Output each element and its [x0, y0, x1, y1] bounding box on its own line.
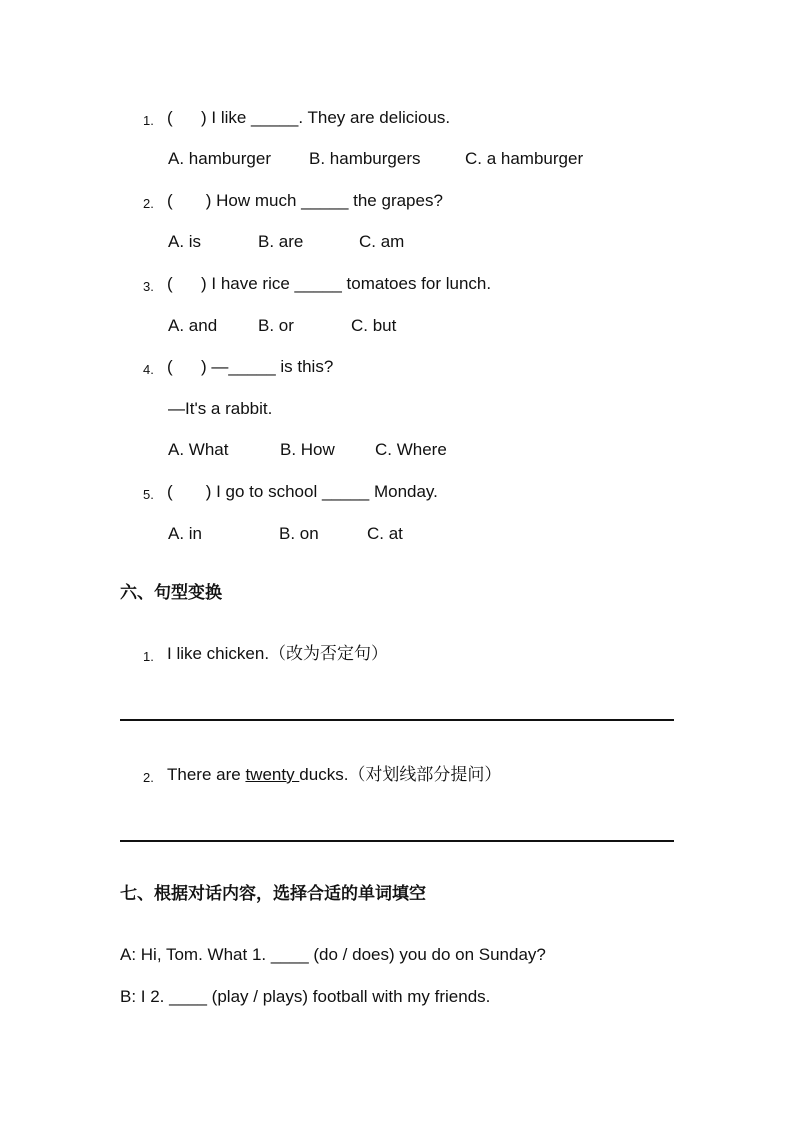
- question-number: 4.: [143, 362, 154, 377]
- option-c: C. at: [367, 524, 403, 543]
- option-b: B. How: [280, 440, 335, 459]
- question-stem: ( ) I like _____. They are delicious.: [167, 108, 451, 127]
- question-number: 3.: [143, 279, 154, 294]
- dialogue-line: B: I 2. ____ (play / plays) football with my friends.: [120, 987, 491, 1006]
- answer-line: —It's a rabbit.: [168, 399, 273, 418]
- question-number: 1.: [143, 113, 154, 128]
- question-stem: ( ) I go to school _____ Monday.: [167, 482, 438, 501]
- item-text-pre: There are: [167, 765, 246, 784]
- option-a: A. and: [168, 316, 218, 335]
- transform-item: [167, 765, 501, 785]
- option-a: A. What: [168, 440, 229, 459]
- transform-item: I like chicken.（改为否定句）: [167, 644, 389, 663]
- question-number: 2.: [143, 196, 154, 211]
- option-a: A. is: [168, 232, 202, 251]
- item-number: 1.: [143, 649, 154, 664]
- option-c: C. am: [359, 232, 405, 251]
- underlined-word: twenty: [245, 765, 300, 784]
- option-b: B. or: [258, 316, 294, 335]
- dialogue-line: A: Hi, Tom. What 1. ____ (do / does) you do on Sunday?: [120, 945, 546, 964]
- question-number: 5.: [143, 487, 154, 502]
- option-c: C. but: [351, 316, 397, 335]
- option-c: C. Where: [375, 440, 447, 459]
- question-stem: ( ) —_____ is this?: [167, 357, 334, 376]
- option-a: A. in: [168, 524, 203, 543]
- option-b: B. are: [258, 232, 304, 251]
- question-stem: ( ) I have rice _____ tomatoes for lunch.: [167, 274, 492, 293]
- option-a: A. hamburger: [168, 149, 271, 168]
- item-number: 2.: [143, 770, 154, 785]
- item-text-post: ducks.（对划线部分提问）: [299, 765, 502, 784]
- section-heading: 六、句型变换: [120, 583, 222, 603]
- section-heading: 七、根据对话内容，选择合适的单词填空: [120, 884, 426, 904]
- answer-rule: [120, 719, 674, 721]
- option-c: C. a hamburger: [465, 149, 584, 168]
- option-b: B. hamburgers: [309, 149, 421, 168]
- answer-rule: [120, 840, 674, 842]
- option-b: B. on: [279, 524, 319, 543]
- question-stem: ( ) How much _____ the grapes?: [167, 191, 443, 210]
